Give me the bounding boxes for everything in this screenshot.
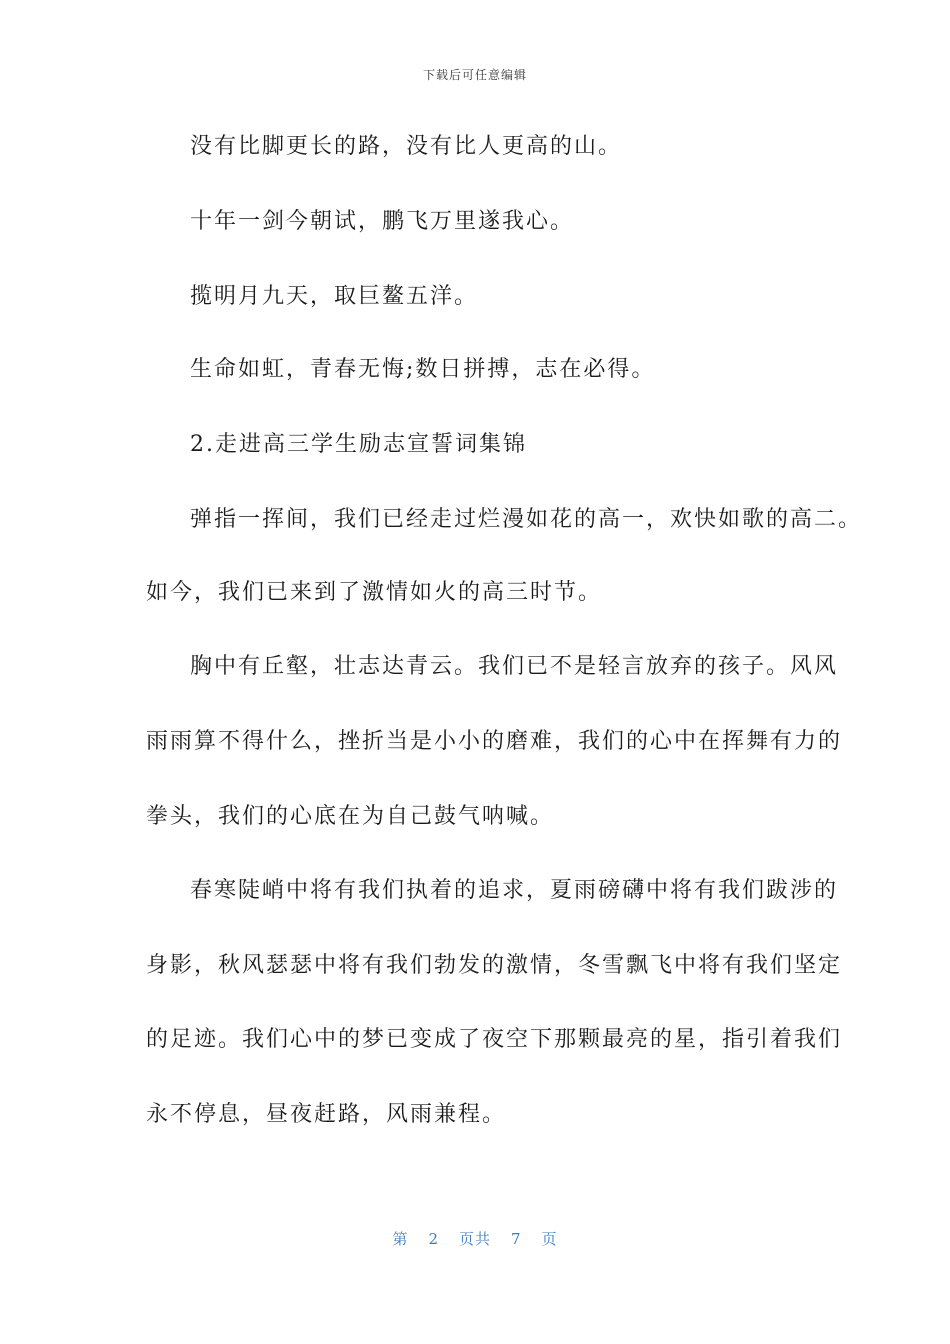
page-header-note: 下载后可任意编辑 <box>422 68 527 82</box>
text-line: 身影，秋风瑟瑟中将有我们勃发的激情，冬雪飘飞中将有我们坚定 <box>146 953 843 978</box>
text-line: 生命如虹，青春无悔;数日拼搏，志在必得。 <box>190 357 656 382</box>
text-line: 永不停息，昼夜赶路，风雨兼程。 <box>146 1102 507 1127</box>
page-label-suffix: 页 <box>541 1230 558 1248</box>
text-line: 弹指一挥间，我们已经走过烂漫如花的高一，欢快如歌的高二。 <box>190 507 863 532</box>
text-line: 十年一剑今朝试，鹏飞万里遂我心。 <box>190 209 575 234</box>
text-line: 没有比脚更长的路，没有比人更高的山。 <box>190 134 623 159</box>
page-label-middle: 页共 <box>458 1230 491 1248</box>
page-footer <box>0 1228 950 1249</box>
text-line: 的足迹。我们心中的梦已变成了夜空下那颗最亮的星，指引着我们 <box>146 1027 843 1052</box>
section-heading: 2.走进高三学生励志宣誓词集锦 <box>190 432 527 457</box>
current-page-number: 2 <box>428 1230 439 1248</box>
text-line: 揽明月九天，取巨鳌五洋。 <box>190 284 479 309</box>
text-line: 雨雨算不得什么，挫折当是小小的磨难，我们的心中在挥舞有力的 <box>146 729 843 754</box>
page-label-prefix: 第 <box>392 1230 409 1248</box>
total-pages-number: 7 <box>511 1230 522 1248</box>
text-line: 如今，我们已来到了激情如火的高三时节。 <box>146 580 603 605</box>
text-line: 胸中有丘壑，壮志达青云。我们已不是轻言放弃的孩子。风风 <box>190 654 839 679</box>
text-line: 春寒陡峭中将有我们执着的追求，夏雨磅礴中将有我们跋涉的 <box>190 878 839 903</box>
text-line: 拳头，我们的心底在为自己鼓气呐喊。 <box>146 804 555 829</box>
